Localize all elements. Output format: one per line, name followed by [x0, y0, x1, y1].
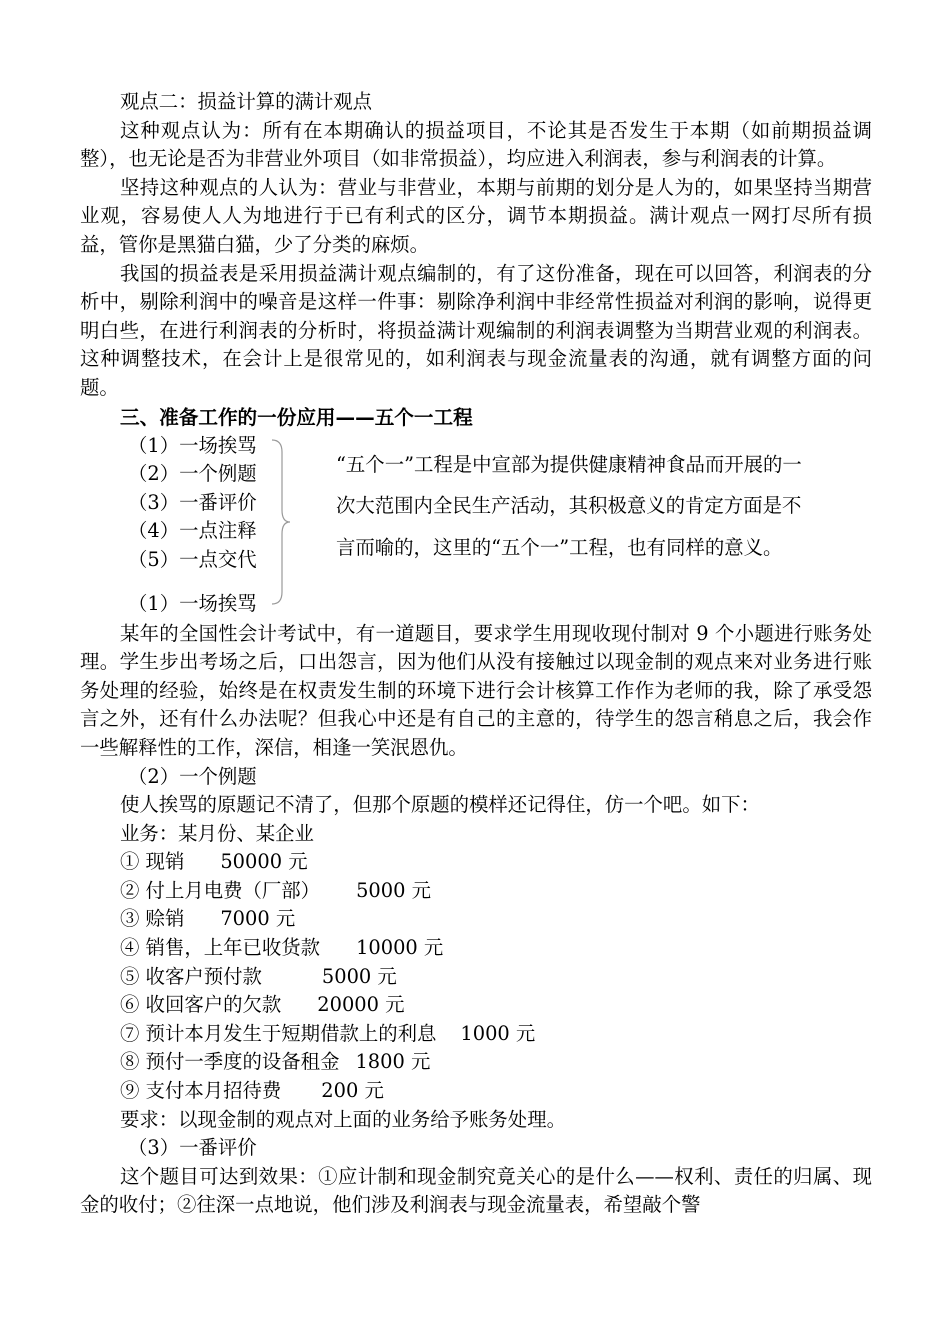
paragraph: 某年的全国性会计考试中，有一道题目，要求学生用现收现付制对 9 个小题进行账务处理。学生步出考场之后，口出怨言，因为他们从没有接触过以现金制的观点来对业务进行账务处理的经验，始终是在权责发生制的环境下进行会计核算工作作为老师的我，除了承受怨言之外，还有什么办法呢？但我心中还是有自己的主意的，待学生的怨言稍息之后，我会作一些解释性的工作，深信，相逢一笑泯恩仇。: [80, 621, 872, 759]
five-ones-block: [80, 432, 872, 620]
paragraph: 这种观点认为：所有在本期确认的损益项目，不论其是否发生于本期（如前期损益调整），也无论是否为非营业外项目（如非常损益），均应进入利润表，参与利润表的计算。: [80, 118, 872, 171]
item-amount: 20000 元: [317, 993, 405, 1017]
business-item: [80, 991, 872, 1020]
item-amount: 5000 元: [321, 964, 397, 988]
item-label: ⑨ 支付本月招待费: [120, 1079, 282, 1103]
item-label: ① 现销: [120, 850, 185, 874]
list-item: （5）一点交代: [128, 547, 257, 571]
section-heading: 三、准备工作的一份应用——五个一工程: [120, 405, 473, 429]
viewpoint-title: 观点二：损益计算的满计观点: [120, 90, 373, 113]
part3-title: （3）一番评价: [128, 1136, 257, 1160]
item-label: ⑧ 预付一季度的设备租金: [120, 1050, 340, 1074]
part2-title: （2）一个例题: [128, 764, 257, 788]
business-item: [80, 848, 872, 877]
right-brace: [270, 438, 292, 606]
list-item: （2）一个例题: [128, 462, 257, 486]
business-item: [80, 934, 872, 963]
business-item: [80, 877, 872, 906]
item-label: ⑤ 收客户预付款: [120, 964, 262, 988]
five-ones-note: “五个一”工程是中宣部为提供健康精神食品而开展的一次大范围内全民生产活动，其积极意义的肯定方面是不言而喻的，这里的“五个一”工程，也有同样的意义。: [336, 452, 802, 559]
item-amount: 5000 元: [356, 878, 431, 902]
paragraph: 这个题目可达到效果：①应计制和现金制究竟关心的是什么——权利、责任的归属、现金的收付；②往深一点地说，他们涉及利润表与现金流量表，希望敲个警: [80, 1164, 872, 1217]
item-amount: 10000 元: [356, 936, 444, 960]
business-line: 业务：某月份、某企业: [120, 821, 314, 845]
five-ones-list: [128, 432, 257, 575]
part1-title: （1）一场挨骂: [128, 591, 257, 615]
item-amount: 1800 元: [355, 1050, 431, 1074]
list-item: （1）一场挨骂: [128, 433, 257, 457]
example-intro: 使人挨骂的原题记不清了，但那个原题的模样还记得住，仿一个吧。如下：: [120, 793, 760, 817]
item-amount: 7000 元: [220, 907, 296, 931]
item-label: ⑦ 预计本月发生于短期借款上的利息: [120, 1021, 437, 1045]
item-amount: 1000 元: [460, 1021, 536, 1045]
business-item: [80, 963, 872, 992]
business-item: [80, 1048, 872, 1077]
list-item: （4）一点注释: [128, 519, 257, 543]
item-label: ④ 销售，上年已收货款: [120, 936, 321, 960]
business-item: [80, 1020, 872, 1049]
requirement-line: 要求：以现金制的观点对上面的业务给予账务处理。: [120, 1107, 566, 1131]
item-amount: 50000 元: [220, 850, 308, 874]
item-label: ② 付上月电费（厂部）: [120, 878, 321, 902]
business-item: [80, 905, 872, 934]
item-label: ③ 赊销: [120, 907, 185, 931]
item-amount: 200 元: [321, 1079, 384, 1103]
item-label: ⑥ 收回客户的欠款: [120, 993, 282, 1017]
list-item: （3）一番评价: [128, 490, 257, 514]
document-page: [80, 88, 872, 1220]
business-item: [80, 1077, 872, 1106]
paragraph: 坚持这种观点的人认为：营业与非营业，本期与前期的划分是人为的，如果坚持当期营业观，容易使人人为地进行于已有利式的区分，调节本期损益。满计观点一网打尽所有损益，管你是黑猫白猫，少了分类的麻烦。: [80, 175, 872, 256]
paragraph: 我国的损益表是采用损益满计观点编制的，有了这份准备，现在可以回答，利润表的分析中，剔除利润中的噪音是这样一件事：剔除净利润中非经常性损益对利润的影响，说得更明白些，在进行利润表的分析时，将损益满计观编制的利润表调整为当期营业观的利润表。这种调整技术，在会计上是很常见的，如利润表与现金流量表的沟通，就有调整方面的问题。: [80, 261, 872, 399]
